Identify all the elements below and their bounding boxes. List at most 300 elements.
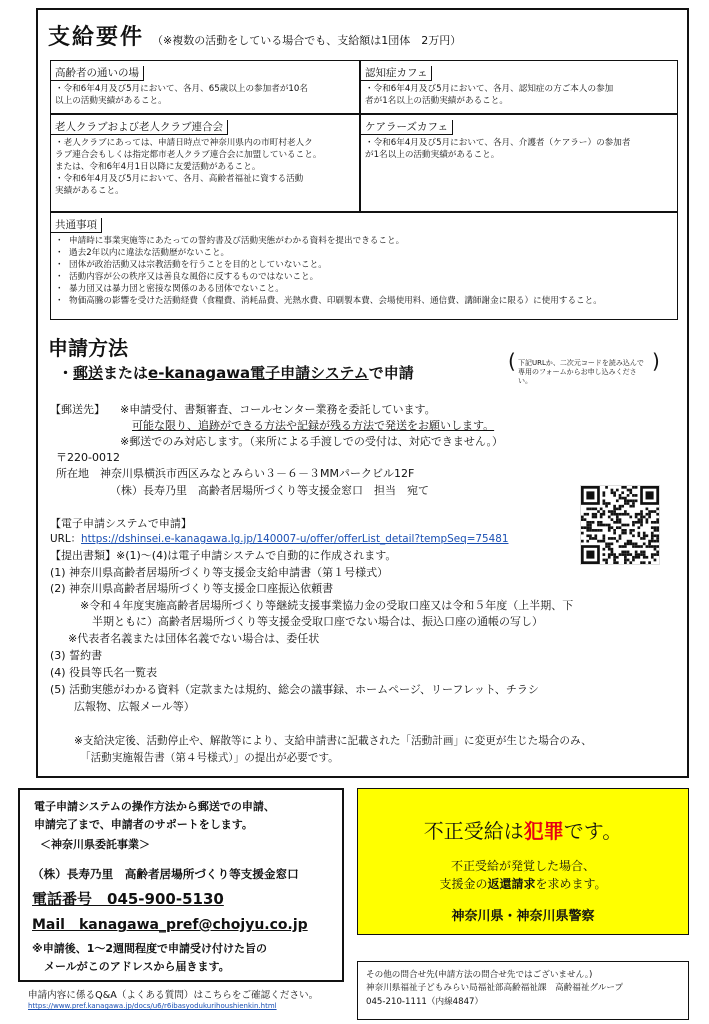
qr-module xyxy=(624,553,627,556)
qr-module xyxy=(611,518,614,521)
qr-module xyxy=(624,486,627,489)
qr-module xyxy=(608,548,611,551)
qr-module xyxy=(586,513,589,516)
qr-module xyxy=(608,556,611,559)
qr-module xyxy=(603,510,606,513)
qr-module xyxy=(613,494,616,497)
qr-module xyxy=(621,524,624,527)
qr-module xyxy=(600,508,603,511)
qr-module xyxy=(632,524,635,527)
qr-module xyxy=(619,518,622,521)
warning-org: 神奈川県・神奈川県警察 xyxy=(451,909,595,924)
support-line: 申請完了まで、申請者のサポートをします。 xyxy=(34,818,253,831)
qr-module xyxy=(637,526,640,529)
warning-pre: 不正受給は xyxy=(423,819,524,843)
qr-module xyxy=(589,526,592,529)
qr-module xyxy=(627,524,630,527)
qr-module xyxy=(656,551,659,554)
qr-module xyxy=(611,491,614,494)
qr-module xyxy=(613,505,616,508)
list-item: ・ 過去2年以内に違法な活動歴がないこと。 xyxy=(55,247,673,259)
qr-module xyxy=(603,534,606,537)
box-carers-cafe xyxy=(360,114,678,212)
qr-module xyxy=(621,491,624,494)
qr-module xyxy=(632,502,635,505)
qr-module xyxy=(603,513,606,516)
qr-module xyxy=(608,516,611,519)
qr-module xyxy=(616,508,619,511)
qr-module xyxy=(624,532,627,535)
qr-module xyxy=(613,559,616,562)
qr-module xyxy=(613,491,616,494)
qr-module xyxy=(621,513,624,516)
qr-module xyxy=(656,537,659,540)
box-text: 実績があること。 xyxy=(55,186,124,196)
qr-module xyxy=(640,513,643,516)
qr-module xyxy=(627,542,630,545)
qr-module xyxy=(586,508,589,511)
qr-module xyxy=(605,542,608,545)
warning-box xyxy=(357,788,689,935)
method-suffix: で申請 xyxy=(368,364,414,382)
qr-module xyxy=(656,553,659,556)
qr-module xyxy=(648,542,651,545)
qr-module xyxy=(629,489,632,492)
qr-module xyxy=(632,559,635,562)
qr-module xyxy=(640,524,643,527)
qr-module xyxy=(600,524,603,527)
box-text: ・老人クラブにあっては、申請日時点で神奈川県内の市町村老人ク xyxy=(55,138,313,148)
qr-module xyxy=(654,548,657,551)
qr-module xyxy=(635,516,638,519)
qr-module xyxy=(646,556,649,559)
qr-module xyxy=(637,532,640,535)
qr-module xyxy=(637,534,640,537)
qr-module xyxy=(603,537,606,540)
box-text: 者が1名以上の活動実績があること。 xyxy=(365,96,508,106)
paren-note-text: 下記URLか、二次元コードを読み込んで専用のフォームからお申し込みください。 xyxy=(518,359,644,385)
list-item: ・ 暴力団又は暴力団と密接な関係のある団体でないこと。 xyxy=(55,283,673,295)
qr-module xyxy=(643,532,646,535)
qr-module xyxy=(643,561,646,564)
box-text: または、令和6年4月1日以降に友愛活動があること。 xyxy=(55,162,261,172)
support-phone[interactable]: 電話番号 045-900-5130 xyxy=(32,890,224,908)
qr-module xyxy=(619,508,622,511)
qr-module xyxy=(586,521,589,524)
contact-box xyxy=(357,961,689,1020)
document-item: ※代表者名義または団体名義でない場合は、委任状 xyxy=(68,632,320,645)
method-system: e-kanagawa電子申請システム xyxy=(148,364,369,382)
mail-label: 【郵送先】 xyxy=(50,403,105,416)
esystem-url-link[interactable]: https://dshinsei.e-kanagawa.lg.jp/140007-u/offer/offerList_detail?tempSeq=75481 xyxy=(81,533,509,545)
box-elder-club xyxy=(50,114,360,212)
qr-module xyxy=(637,521,640,524)
qr-module xyxy=(646,518,649,521)
qr-module xyxy=(611,489,614,492)
qr-module xyxy=(624,510,627,513)
requirements-title: 支給要件 xyxy=(48,25,145,50)
qr-module xyxy=(656,513,659,516)
qr-module xyxy=(621,545,624,548)
qr-module xyxy=(611,537,614,540)
qr-finder-center xyxy=(586,491,594,499)
qr-module xyxy=(621,529,624,532)
qr-module xyxy=(589,534,592,537)
qr-module xyxy=(627,494,630,497)
document-item: (1) 神奈川県高齢者居場所づくり等支援金支給申請書（第１号様式） xyxy=(50,566,389,579)
qr-module xyxy=(651,510,654,513)
qr-finder-center xyxy=(586,551,594,559)
box-text: ・令和6年4月及び5月において、各月、介護者（ケアラー）の参加者 xyxy=(365,138,631,148)
qr-module xyxy=(613,508,616,511)
list-item: ・ 物価高騰の影響を受けた活動経費（食糧費、消耗品費、光熱水費、印刷製本費、会場使用料、通信費、講師謝金に限る）に使用すること。 xyxy=(55,295,673,307)
qr-module xyxy=(616,499,619,502)
qr-module xyxy=(584,518,587,521)
esystem-url-row xyxy=(50,532,509,546)
qr-module xyxy=(643,553,646,556)
qr-module xyxy=(613,553,616,556)
qr-module xyxy=(637,556,640,559)
method-mid: または xyxy=(103,364,149,382)
qr-module xyxy=(608,524,611,527)
qr-module xyxy=(603,540,606,543)
qr-module xyxy=(654,526,657,529)
qr-module xyxy=(621,505,624,508)
qr-module xyxy=(616,518,619,521)
box-dementia-cafe xyxy=(360,60,678,114)
qr-module xyxy=(581,526,584,529)
qr-module xyxy=(635,499,638,502)
faq-url-link[interactable]: https://www.pref.kanagawa.jp/docs/u6/r6ibasyodukurihoushienkin.html xyxy=(28,1002,277,1010)
qr-module xyxy=(651,553,654,556)
qr-module xyxy=(597,540,600,543)
qr-module xyxy=(611,551,614,554)
qr-module xyxy=(656,526,659,529)
qr-module xyxy=(629,561,632,564)
qr-module xyxy=(597,510,600,513)
qr-module xyxy=(624,502,627,505)
qr-module xyxy=(619,494,622,497)
qr-module xyxy=(627,551,630,554)
warning-headline xyxy=(358,815,688,844)
qr-module xyxy=(651,556,654,559)
qr-module xyxy=(616,521,619,524)
qr-module xyxy=(619,497,622,500)
qr-module xyxy=(592,521,595,524)
qr-module xyxy=(619,505,622,508)
qr-module xyxy=(619,537,622,540)
qr-module xyxy=(613,556,616,559)
qr-module xyxy=(592,516,595,519)
qr-module xyxy=(654,559,657,562)
qr-module xyxy=(627,502,630,505)
qr-module xyxy=(648,561,651,564)
qr-module xyxy=(632,494,635,497)
document-item: ※令和４年度実施高齢者居場所づくり等継続支援事業協力金の受取口座又は令和５年度（上半期、下 xyxy=(80,599,574,612)
qr-module xyxy=(584,526,587,529)
qr-module xyxy=(654,540,657,543)
qr-module xyxy=(592,529,595,532)
qr-module xyxy=(608,502,611,505)
mail-zip: 〒220-0012 xyxy=(56,451,120,464)
qr-module xyxy=(619,545,622,548)
qr-module xyxy=(651,545,654,548)
qr-module xyxy=(616,556,619,559)
qr-module xyxy=(619,534,622,537)
box-text: ・令和6年4月及び5月において、各月、認知症の方ご本人の参加 xyxy=(365,84,614,94)
qr-module xyxy=(586,524,589,527)
qr-module xyxy=(586,540,589,543)
main-frame xyxy=(36,8,689,778)
method-post: 郵送 xyxy=(73,364,104,382)
support-mail[interactable]: Mail kanagawa_pref@chojyu.co.jp xyxy=(32,917,308,933)
document-item: 広報物、広報メール等） xyxy=(74,700,195,713)
qr-module xyxy=(594,537,597,540)
qr-module xyxy=(594,516,597,519)
box-title: 認知症カフェ xyxy=(361,66,432,81)
qr-module xyxy=(654,553,657,556)
warning-crime-word: 犯罪 xyxy=(523,819,564,843)
qr-module xyxy=(608,526,611,529)
qr-module xyxy=(592,513,595,516)
qr-module xyxy=(629,516,632,519)
qr-module xyxy=(594,534,597,537)
qr-module xyxy=(589,521,592,524)
qr-module xyxy=(651,532,654,535)
qr-module xyxy=(651,537,654,540)
contact-line: その他の問合せ先(申請方法の問合せ先ではございません。) xyxy=(366,970,593,980)
document-item: (2) 神奈川県高齢者居場所づくり等支援金口座振込依頼書 xyxy=(50,582,334,595)
qr-module xyxy=(656,521,659,524)
qr-module xyxy=(643,551,646,554)
box-text: が1名以上の活動実績があること。 xyxy=(365,150,500,160)
qr-module xyxy=(613,537,616,540)
qr-module xyxy=(635,494,638,497)
qr-module xyxy=(581,540,584,543)
qr-code-icon[interactable] xyxy=(580,485,660,565)
paren-note: ( 下記URLか、二次元コードを読み込んで専用のフォームからお申し込みください。 ) xyxy=(508,349,660,385)
qr-module xyxy=(627,540,630,543)
box-text: ラブ連合会もしくは指定都市老人クラブ連合会に加盟していること。 xyxy=(55,150,322,160)
change-note: ※支給決定後、活動停止や、解散等により、支給申請書に記載された「活動計画」に変更が生じた場合のみ、 xyxy=(74,735,592,747)
qr-module xyxy=(611,553,614,556)
box-title: 共通事項 xyxy=(51,218,102,233)
qr-module xyxy=(640,518,643,521)
list-item: ・ 団体が政治活動又は宗教活動を行うことを目的としていないこと。 xyxy=(55,259,673,271)
qr-module xyxy=(600,529,603,532)
qr-module xyxy=(613,532,616,535)
qr-module xyxy=(637,513,640,516)
mail-line-2: 可能な限り、追跡ができる方法や記録が残る方法で発送をお願いします。 xyxy=(132,419,495,432)
qr-module xyxy=(640,510,643,513)
qr-module xyxy=(632,521,635,524)
application-method xyxy=(58,362,414,383)
qr-module xyxy=(648,513,651,516)
qr-module xyxy=(581,532,584,535)
mail-line-3: ※郵送でのみ対応します。（来所による手渡しでの受付は、対応できません。） xyxy=(120,435,503,448)
qr-module xyxy=(605,502,608,505)
qr-module xyxy=(624,556,627,559)
qr-module xyxy=(619,513,622,516)
qr-module xyxy=(608,510,611,513)
qr-module xyxy=(656,508,659,511)
qr-module xyxy=(651,540,654,543)
qr-module xyxy=(589,529,592,532)
qr-module xyxy=(635,542,638,545)
qr-module xyxy=(621,551,624,554)
qr-module xyxy=(616,526,619,529)
qr-module xyxy=(656,529,659,532)
qr-module xyxy=(603,502,606,505)
qr-module xyxy=(629,491,632,494)
qr-module xyxy=(616,540,619,543)
qr-module xyxy=(627,499,630,502)
qr-module xyxy=(624,524,627,527)
qr-module xyxy=(627,489,630,492)
qr-module xyxy=(643,556,646,559)
qr-module xyxy=(616,516,619,519)
qr-module xyxy=(608,537,611,540)
qr-module xyxy=(589,537,592,540)
qr-module xyxy=(621,486,624,489)
qr-module xyxy=(637,518,640,521)
qr-module xyxy=(632,556,635,559)
qr-module xyxy=(603,548,606,551)
mail-address: 所在地 神奈川県横浜市西区みなとみらい３－６－３MMパークビル12F xyxy=(56,467,415,480)
qr-module xyxy=(656,540,659,543)
qr-module xyxy=(621,497,624,500)
qr-module xyxy=(613,521,616,524)
qr-module xyxy=(635,553,638,556)
qr-module xyxy=(586,526,589,529)
qr-module xyxy=(594,508,597,511)
qr-module xyxy=(654,510,657,513)
qr-module xyxy=(648,540,651,543)
qr-module xyxy=(648,510,651,513)
qr-module xyxy=(600,513,603,516)
list-item: ・ 申請時に事業実施等にあたっての誓約書及び活動実態がわかる資料を提出できること。 xyxy=(55,235,673,247)
method-prefix: ・ xyxy=(58,364,74,382)
box-text: 以上の活動実績があること。 xyxy=(55,96,167,106)
qr-module xyxy=(629,553,632,556)
qr-module xyxy=(624,545,627,548)
qr-module xyxy=(646,545,649,548)
qr-module xyxy=(608,545,611,548)
qr-module xyxy=(611,510,614,513)
qr-module xyxy=(624,551,627,554)
qr-module xyxy=(627,559,630,562)
qr-module xyxy=(629,532,632,535)
qr-module xyxy=(592,508,595,511)
qr-module xyxy=(654,534,657,537)
box-elderly-place xyxy=(50,60,360,114)
qr-module xyxy=(608,553,611,556)
qr-module xyxy=(603,491,606,494)
qr-module xyxy=(635,513,638,516)
qr-module xyxy=(616,489,619,492)
box-text: ・令和6年4月及び5月において、各月、65歳以上の参加者が10名 xyxy=(55,84,308,94)
qr-module xyxy=(640,551,643,554)
qr-module xyxy=(635,556,638,559)
qr-module xyxy=(646,508,649,511)
qr-module xyxy=(646,534,649,537)
qr-module xyxy=(640,561,643,564)
qr-module xyxy=(603,499,606,502)
support-after: メールがこのアドレスから届きます。 xyxy=(44,960,230,973)
qr-module xyxy=(605,559,608,562)
qr-module xyxy=(651,534,654,537)
qr-module xyxy=(616,561,619,564)
qr-module xyxy=(613,513,616,516)
requirements-note: （※複数の活動をしている場合でも、支給額は1団体 2万円） xyxy=(152,34,462,47)
qr-module xyxy=(611,513,614,516)
qr-module xyxy=(640,537,643,540)
qr-module xyxy=(581,518,584,521)
qr-module xyxy=(621,532,624,535)
qr-module xyxy=(600,540,603,543)
qr-module xyxy=(611,526,614,529)
faq-text: 申請内容に係るQ&A（よくある質問）はこちらをご確認ください。 xyxy=(28,990,319,1001)
box-title: ケアラーズカフェ xyxy=(361,120,453,135)
qr-module xyxy=(635,545,638,548)
qr-module xyxy=(635,521,638,524)
box-title: 老人クラブおよび老人クラブ連合会 xyxy=(51,120,228,135)
documents-label: 【提出書類】※(1)～(4)は電子申請システムで自動的に作成されます。 xyxy=(50,549,397,562)
qr-module xyxy=(643,534,646,537)
qr-module xyxy=(654,529,657,532)
qr-module xyxy=(627,553,630,556)
support-line: （株）長寿乃里 高齢者居場所づくり等支援金窓口 xyxy=(32,867,299,881)
qr-module xyxy=(632,534,635,537)
document-item: 半期ともに）高齢者居場所づくり等支援金受取口座でない場合は、振込口座の通帳の写し） xyxy=(92,615,543,628)
warning-line-2-bold: 返還請求 xyxy=(487,877,536,891)
qr-module xyxy=(613,529,616,532)
qr-module xyxy=(648,516,651,519)
qr-module xyxy=(624,529,627,532)
qr-module xyxy=(605,486,608,489)
qr-module xyxy=(600,516,603,519)
qr-code-graphic xyxy=(581,486,659,564)
qr-module xyxy=(603,559,606,562)
box-common xyxy=(50,212,678,320)
change-note: 「活動実施報告書（第４号様式）」の提出が必要です。 xyxy=(80,752,339,764)
qr-module xyxy=(597,529,600,532)
qr-module xyxy=(597,524,600,527)
mail-line-1: ※申請受付、書類審査、コールセンター業務を委託しています。 xyxy=(120,403,436,416)
qr-module xyxy=(581,516,584,519)
qr-module xyxy=(597,521,600,524)
qr-module xyxy=(646,513,649,516)
qr-module xyxy=(624,561,627,564)
qr-module xyxy=(594,529,597,532)
qr-module xyxy=(637,545,640,548)
qr-module xyxy=(635,486,638,489)
qr-module xyxy=(629,540,632,543)
qr-module xyxy=(589,508,592,511)
qr-module xyxy=(654,521,657,524)
qr-module xyxy=(608,529,611,532)
warning-line-2 xyxy=(358,875,688,892)
qr-module xyxy=(584,513,587,516)
qr-module xyxy=(605,524,608,527)
qr-module xyxy=(586,529,589,532)
warning-line-2-post: を求めます。 xyxy=(535,877,607,891)
qr-module xyxy=(635,551,638,554)
qr-module xyxy=(624,559,627,562)
qr-module xyxy=(611,548,614,551)
qr-module xyxy=(594,513,597,516)
document-item: (5) 活動実態がわかる資料（定款または規約、総会の議事録、ホームページ、リーフレット、チラシ xyxy=(50,683,539,696)
